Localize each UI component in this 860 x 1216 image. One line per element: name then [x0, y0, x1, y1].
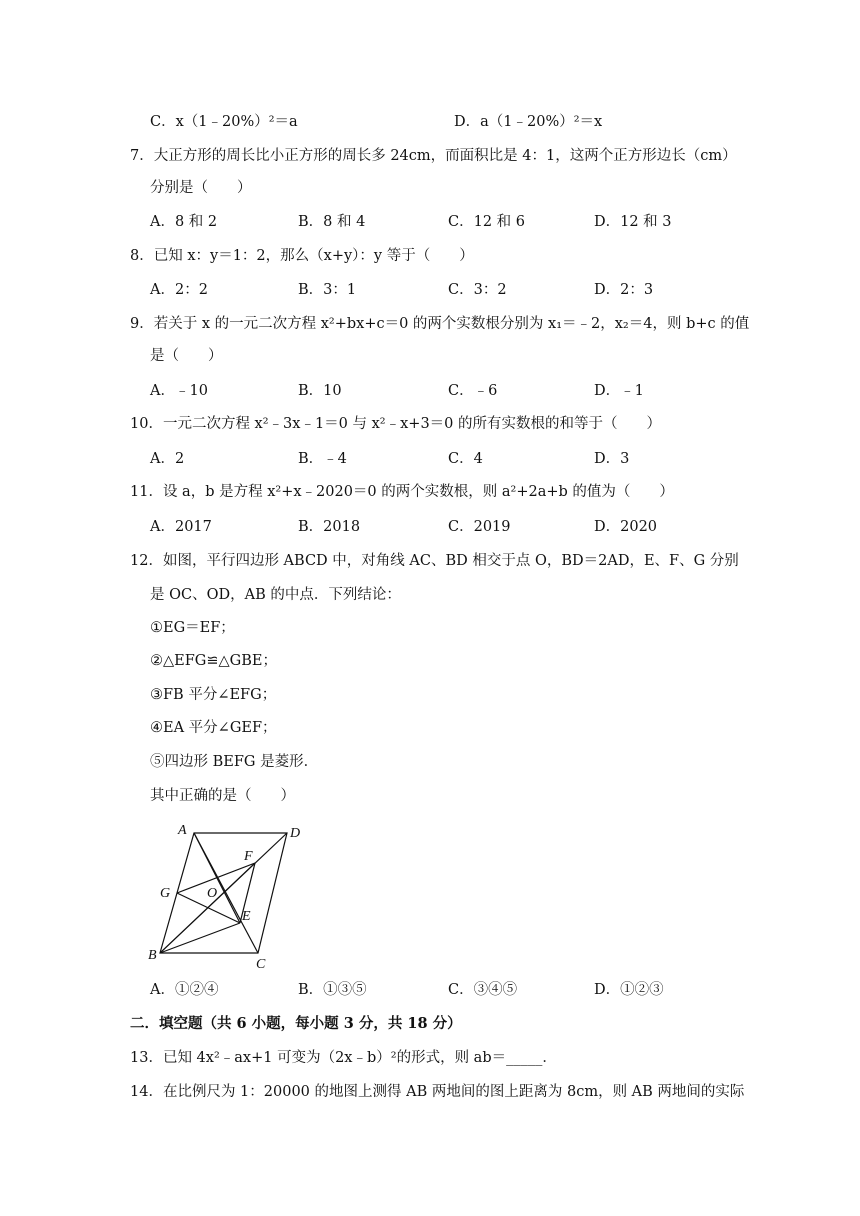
q12-option-a: A．①②④ [150, 982, 219, 998]
q12-conclusion-3: ③FB 平分∠EFG； [150, 687, 277, 703]
segment-bf [160, 863, 255, 953]
section-2-title: 二．填空题（共 6 小题，每小题 3 分，共 18 分） [130, 1015, 462, 1032]
q12-conclusion-4: ④EA 平分∠GEF； [150, 720, 277, 736]
q10-option-c: C．4 [448, 451, 483, 467]
q8-option-b: B．3：1 [298, 282, 357, 298]
q9-option-c: C．﹣6 [448, 383, 498, 399]
q12-conclusion-1: ①EG＝EF； [150, 620, 235, 636]
segment-be [160, 923, 240, 953]
q9-option-d: D．﹣1 [594, 383, 644, 399]
q14-stem: 14．在比例尺为 1：20000 的地图上测得 AB 两地间的图上距离为 8cm，则 AB 两地间的实际 [130, 1084, 745, 1100]
label-e: E [242, 909, 251, 924]
label-o: O [207, 886, 218, 901]
q13-stem: 13．已知 4x²﹣ax+1 可变为（2x﹣b）²的形式，则 ab＝_____． [130, 1050, 557, 1066]
label-g: G [160, 886, 171, 901]
q12-option-c: C．③④⑤ [448, 982, 518, 998]
q12-option-d: D．①②③ [594, 982, 664, 998]
q11-option-d: D．2020 [594, 519, 658, 535]
q7-stem-line1: 7．大正方形的周长比小正方形的周长多 24cm，而面积比是 4：1，这两个正方形边长（cm） [130, 148, 737, 164]
q12-conclusion-2: ②△EFG≌△GBE； [150, 653, 278, 669]
q12-stem-line2: 是 OC、OD，AB 的中点．下列结论： [150, 587, 401, 603]
q12-prompt: 其中正确的是（ ） [150, 788, 295, 804]
q11-option-a: A．2017 [150, 519, 212, 535]
q8-stem: 8．已知 x：y＝1：2，那么（x+y）：y 等于（ ） [130, 248, 474, 264]
q7-option-d: D．12 和 3 [594, 214, 672, 230]
label-a: A [178, 823, 187, 838]
q9-option-b: B．10 [298, 383, 342, 399]
parallelogram-figure [140, 820, 310, 970]
segment-ae [194, 833, 240, 923]
q11-option-b: B．2018 [298, 519, 361, 535]
q12-option-b: B．①③⑤ [298, 982, 367, 998]
q7-option-c: C．12 和 6 [448, 214, 525, 230]
q10-option-b: B．﹣4 [298, 451, 347, 467]
q8-option-c: C．3：2 [448, 282, 507, 298]
label-f: F [244, 849, 253, 864]
q11-option-c: C．2019 [448, 519, 511, 535]
q11-stem: 11．设 a，b 是方程 x²+x﹣2020＝0 的两个实数根，则 a²+2a+b 的值为（ ） [130, 484, 674, 500]
q6-option-d: D．a（1﹣20%）²＝x [454, 114, 603, 130]
q10-option-a: A．2 [150, 451, 185, 467]
q9-stem-line2: 是（ ） [150, 348, 223, 364]
q6-option-c: C．x（1﹣20%）²＝a [150, 114, 298, 130]
q8-option-d: D．2：3 [594, 282, 654, 298]
label-b: B [148, 948, 157, 963]
label-c: C [256, 957, 266, 970]
label-d: D [290, 826, 301, 841]
q10-option-d: D．3 [594, 451, 630, 467]
q7-stem-line2: 分别是（ ） [150, 180, 252, 196]
q9-stem-line1: 9．若关于 x 的一元二次方程 x²+bx+c＝0 的两个实数根分别为 x₁＝﹣2，x₂＝4，则 b+c 的值 [130, 316, 750, 332]
q9-option-a: A．﹣10 [150, 383, 208, 399]
q12-conclusion-5: ⑤四边形 BEFG 是菱形． [150, 754, 319, 770]
q8-option-a: A．2：2 [150, 282, 208, 298]
q7-option-a: A．8 和 2 [150, 214, 218, 230]
q12-stem-line1: 12．如图，平行四边形 ABCD 中，对角线 AC、BD 相交于点 O，BD＝2AD，E、F、G 分别 [130, 553, 739, 569]
q10-stem: 10．一元二次方程 x²﹣3x﹣1＝0 与 x²﹣x+3＝0 的所有实数根的和等于（ ） [130, 416, 661, 432]
q7-option-b: B．8 和 4 [298, 214, 366, 230]
